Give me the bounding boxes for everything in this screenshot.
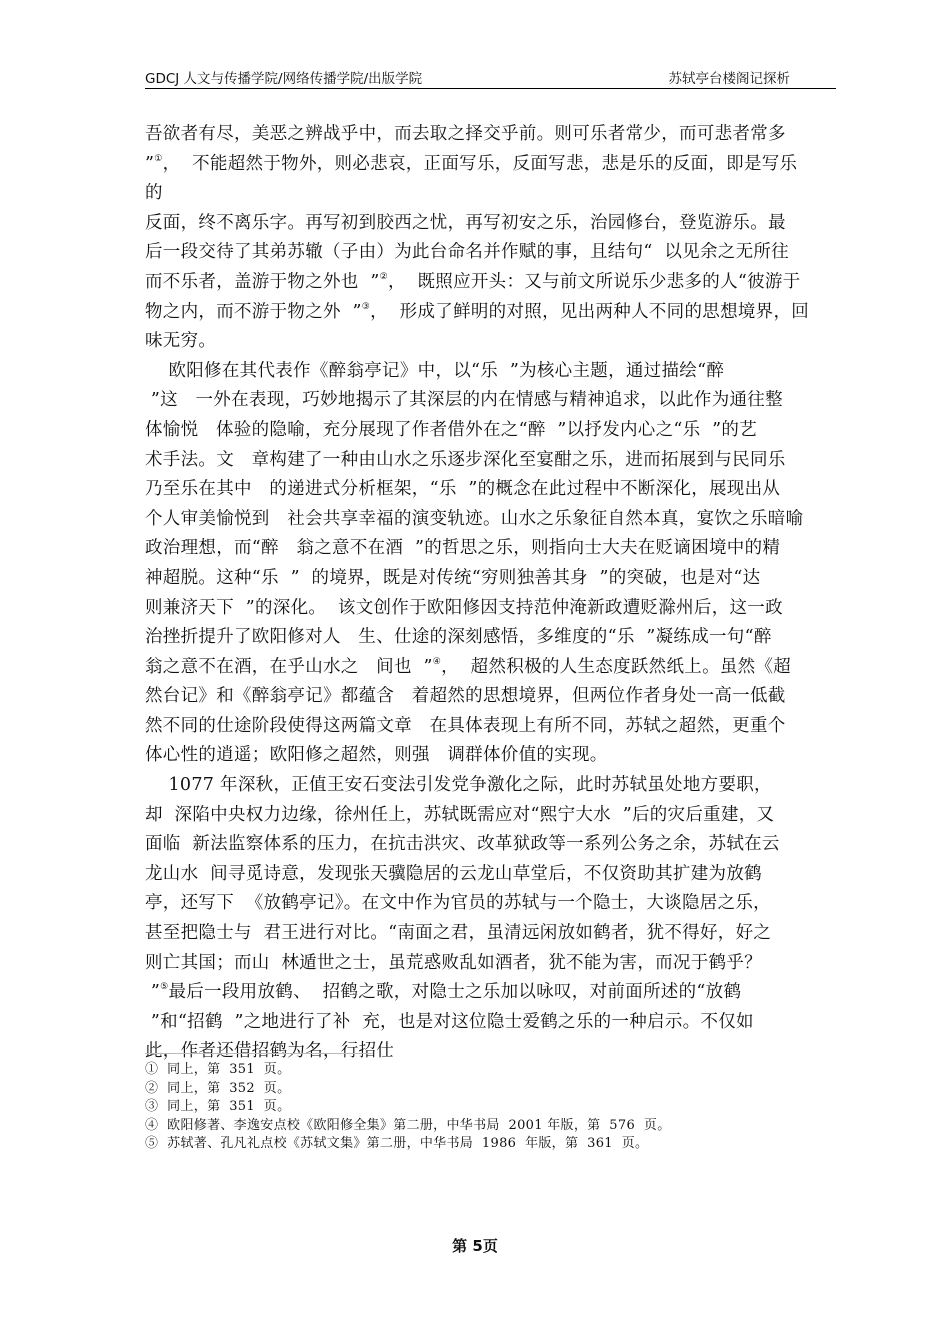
body-line-text: 然不同的仕途阶段使得这两篇文章 在具体表现上有所不同，苏轼之超然，更重个 — [145, 715, 786, 736]
header-institution: GDCJ 人文与传播学院/网络传播学院/出版学院 — [145, 71, 423, 87]
body-line — [145, 949, 845, 979]
body-line-text: ， 超然积极的人生态度跃然纸上。虽然《超 — [441, 656, 792, 677]
body-line-text: 乃至乐在其中 的递进式分析框架，“乐 ”的概念在此过程中不断深化，展现出从 — [145, 479, 781, 500]
footnote-divider — [145, 1053, 373, 1054]
body-line-text: 龙山水 间寻觅诗意，发现张天骥隐居的云龙山草堂后，不仅资助其扩建为放鹤 — [145, 863, 762, 884]
body-line — [145, 623, 845, 653]
body-line-text: 治挫折提升了欧阳修对人 生、仕途的深刻感悟，多维度的“乐 ”凝练成一句“醉 — [145, 627, 772, 648]
header-title: 苏轼亭台楼阁记探析 — [668, 71, 790, 87]
body-line-text: 却 深陷中央权力边缘，徐州任上，苏轼既需应对“熙宁大水 ”后的灾后重建，又 — [145, 804, 775, 825]
body-line — [145, 209, 845, 239]
body-line-text: 反面，终不离乐字。再写初到胶西之忧，再写初安之乐，治园修台，登览游乐。最 — [145, 212, 786, 233]
body-line-text: 后一段交待了其弟苏辙（子由）为此台命名并作赋的事，且结句“ 以见余之无所往 — [145, 242, 789, 263]
body-line — [145, 386, 845, 416]
body-line-text: 最后一段用放鹤、 招鹤之歌，对隐士之乐加以咏叹，对前面所述的“放鹤 — [168, 982, 742, 1003]
body-line-text: 政治理想，而“醉 翁之意不在酒 ”的哲思之乐，则指向士大夫在贬谪困境中的精 — [145, 538, 781, 559]
body-line-text: 则兼济天下 ”的深化。 该文创作于欧阳修因支持范仲淹新政遭贬滁州后，这一政 — [145, 597, 783, 618]
footnote-item: ⑤ 苏轼著、孔凡礼点校《苏轼文集》第二册，中华书局 1986 年版，第 361 页。 — [145, 1136, 649, 1151]
body-line — [145, 475, 845, 505]
body-text — [145, 120, 845, 1067]
body-line — [145, 298, 845, 328]
body-line — [145, 357, 845, 387]
body-line — [145, 978, 845, 1008]
body-line-text: ， 形成了鲜明的对照，见出两种人不同的思想境界，回 — [370, 301, 810, 322]
body-line-text: 体心性的逍遥；欧阳修之超然，则强 调群体价值的实现。 — [145, 745, 608, 766]
body-line — [145, 150, 845, 180]
body-line-text: 的 — [145, 183, 163, 204]
body-line — [145, 268, 845, 298]
body-line — [145, 534, 845, 564]
body-line-text: 术手法。文 章构建了一种由山水之乐逐步深化至宴酣之乐，进而拓展到与民同乐 — [145, 449, 786, 470]
footnote-marker[interactable]: ⑤ — [160, 982, 169, 993]
footnote-marker[interactable]: ② — [379, 271, 388, 282]
body-line-text: 欧阳修在其代表作《醉翁亭记》中，以“乐 ”为核心主题，通过描绘“醉 — [145, 360, 725, 381]
body-line-text: 亭，还写下 《放鹤亭记》。在文中作为官员的苏轼与一个隐士，大谈隐居之乐， — [145, 893, 771, 914]
body-line-text: ， 不能超然于物外，则必悲哀，正面写乐，反面写悲，悲是乐的反面，即是写乐 — [162, 153, 798, 174]
body-line-text: 则亡其国；而山 林遁世之士，虽荒惑败乱如酒者，犹不能为害，而况于鹤乎？ — [145, 952, 762, 973]
footnote-item: ① 同上，第 351 页。 — [145, 1062, 291, 1077]
body-line — [145, 889, 845, 919]
body-line — [145, 653, 845, 683]
body-line — [145, 1008, 845, 1038]
body-line-text: ， 既照应开头：又与前文所说乐少悲多的人“彼游于 — [387, 271, 801, 292]
page-header — [145, 66, 836, 89]
body-line — [145, 682, 845, 712]
body-line-text: 此，作者还借招鹤为名，行招仕 — [145, 1041, 395, 1062]
body-line-text: ” — [145, 982, 161, 1003]
body-line — [145, 564, 845, 594]
body-line — [145, 179, 845, 209]
body-line-text: 然台记》和《醉翁亭记》都蕴含 着超然的思想境界，但两位作者身处一高一低截 — [145, 686, 786, 707]
body-line — [145, 594, 845, 624]
footnote-item: ② 同上，第 352 页。 — [145, 1080, 291, 1096]
body-line-text: ”这 一外在表现，巧妙地揭示了其深层的内在情感与精神追求，以此作为通往整 — [145, 390, 783, 411]
body-line-text: 吾欲者有尽，美恶之辨战乎中，而去取之择交乎前。则可乐者常少，而可悲者常多 — [145, 124, 786, 144]
footnote-marker[interactable]: ① — [154, 153, 163, 164]
body-line-text: ”和“招鹤 ”之地进行了补 充，也是对这位隐士爱鹤之乐的一种启示。不仅如 — [145, 1011, 754, 1032]
footnote-item: ④ 欧阳修著、李逸安点校《欧阳修全集》第二册，中华书局 2001 年版，第 576 页。 — [145, 1117, 671, 1133]
body-line — [145, 238, 845, 268]
body-line-text: 体愉悦 体验的隐喻，充分展现了作者借外在之“醉 ”以抒发内心之“乐 ”的艺 — [145, 419, 758, 440]
body-line — [145, 860, 845, 890]
footnote-marker[interactable]: ③ — [361, 301, 371, 312]
body-line — [145, 801, 845, 831]
body-line — [145, 416, 845, 446]
body-line — [145, 327, 845, 357]
body-line-text: 甚至把隐士与 君王进行对比。“南面之君，虽清远闲放如鹤者，犹不得好，好之 — [145, 923, 772, 944]
footnote-marker[interactable]: ④ — [432, 656, 442, 667]
body-line-text: 翁之意不在酒，在乎山水之 间也 ” — [145, 656, 433, 677]
body-line-text: 而不乐者，盖游于物之外也 ” — [145, 271, 380, 292]
body-line — [145, 919, 845, 949]
body-line-text: 1077 年深秋，正值王安石变法引发党争激化之际，此时苏轼虽处地方要职， — [145, 775, 772, 796]
body-line — [145, 771, 845, 801]
body-line-text: 个人审美愉悦到 社会共享幸福的演变轨迹。山水之乐象征自然本真，宴饮之乐暗喻 — [145, 508, 804, 529]
footnotes — [145, 1061, 671, 1154]
body-line — [145, 505, 845, 535]
body-line — [145, 830, 845, 860]
body-line-text: 神超脱。这种“乐 ” 的境界，既是对传统“穷则独善其身 ”的突破，也是对“达 — [145, 567, 761, 588]
body-line-text: 面临 新法监察体系的压力，在抗击洪灾、改革狱政等一系列公务之余，苏轼在云 — [145, 834, 780, 855]
body-line-text: ” — [145, 153, 155, 174]
body-line — [145, 712, 845, 742]
footnote-item: ③ 同上，第 351 页。 — [145, 1099, 291, 1114]
body-line — [145, 446, 845, 476]
page-number: 第 5页 — [452, 1237, 498, 1255]
body-line-text: 味无穷。 — [145, 331, 217, 352]
body-line — [145, 120, 845, 150]
body-line-text: 物之内，而不游于物之外 ” — [145, 301, 362, 322]
body-line — [145, 741, 845, 771]
